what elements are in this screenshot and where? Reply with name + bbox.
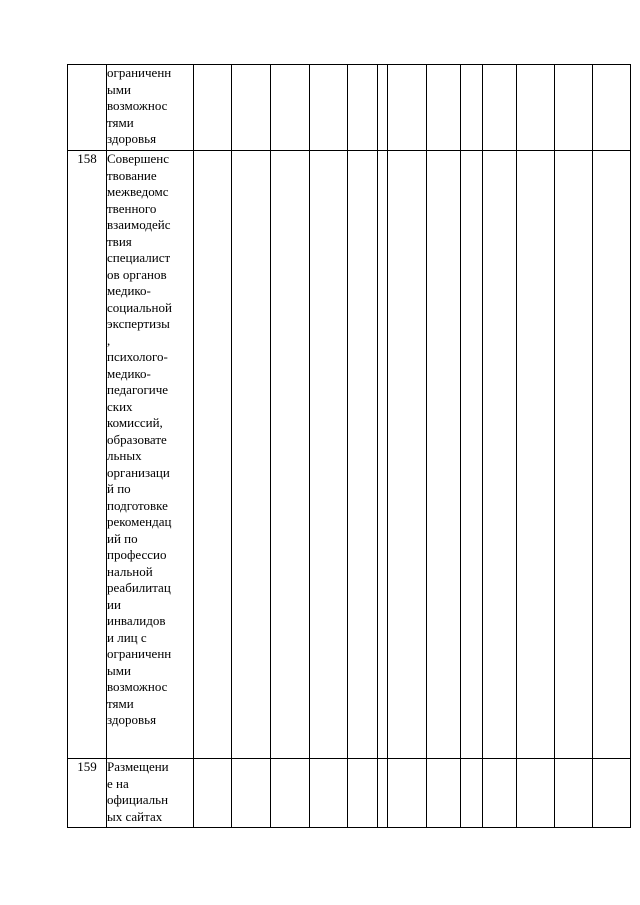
empty-cell <box>483 759 517 828</box>
empty-cell <box>310 65 348 151</box>
empty-cell <box>388 759 427 828</box>
empty-cell <box>593 151 631 759</box>
empty-cell <box>348 151 378 759</box>
row-description-text: Совершенс твование межведомс твенного взаимодейс твия специалист ов органов медико- социальной экспертизы , психолого- медико- педагогиче ских комиссий, образовате льных организаци й по подготовке рекомендац ий по профессио нальной реабилитац ии инвалидов и лиц с ограниченн ыми возможнос тями здоровья <box>107 151 172 727</box>
empty-cell <box>271 759 310 828</box>
empty-cell <box>461 759 483 828</box>
empty-cell <box>348 65 378 151</box>
empty-cell <box>271 65 310 151</box>
empty-cell <box>194 151 232 759</box>
empty-cell <box>194 759 232 828</box>
empty-cell <box>555 759 593 828</box>
empty-cell <box>232 65 271 151</box>
row-number-cell <box>68 65 107 151</box>
empty-cell <box>271 151 310 759</box>
empty-cell <box>593 759 631 828</box>
row-description-cell <box>107 65 194 151</box>
empty-cell <box>388 65 427 151</box>
row-number-cell: 158 <box>68 151 107 759</box>
table-row <box>68 65 631 151</box>
empty-cell <box>517 65 555 151</box>
empty-cell <box>555 151 593 759</box>
empty-cell <box>378 759 388 828</box>
empty-cell <box>388 151 427 759</box>
table-row <box>68 151 631 759</box>
empty-cell <box>310 151 348 759</box>
row-description-cell <box>107 151 194 759</box>
empty-cell <box>517 151 555 759</box>
row-description-text: Размещени е на официальн ых сайтах <box>107 759 169 824</box>
empty-cell <box>555 65 593 151</box>
empty-cell <box>232 759 271 828</box>
empty-cell <box>427 65 461 151</box>
table-row <box>68 759 631 828</box>
empty-cell <box>483 151 517 759</box>
row-description-cell <box>107 759 194 828</box>
empty-cell <box>348 759 378 828</box>
empty-cell <box>517 759 555 828</box>
row-description-text: ограниченн ыми возможнос тями здоровья <box>107 65 172 146</box>
empty-cell <box>593 65 631 151</box>
empty-cell <box>461 65 483 151</box>
empty-cell <box>483 65 517 151</box>
empty-cell <box>427 759 461 828</box>
row-number-cell: 159 <box>68 759 107 828</box>
plan-table <box>67 64 631 828</box>
empty-cell <box>378 65 388 151</box>
empty-cell <box>194 65 232 151</box>
empty-cell <box>378 151 388 759</box>
empty-cell <box>427 151 461 759</box>
empty-cell <box>310 759 348 828</box>
empty-cell <box>461 151 483 759</box>
empty-cell <box>232 151 271 759</box>
